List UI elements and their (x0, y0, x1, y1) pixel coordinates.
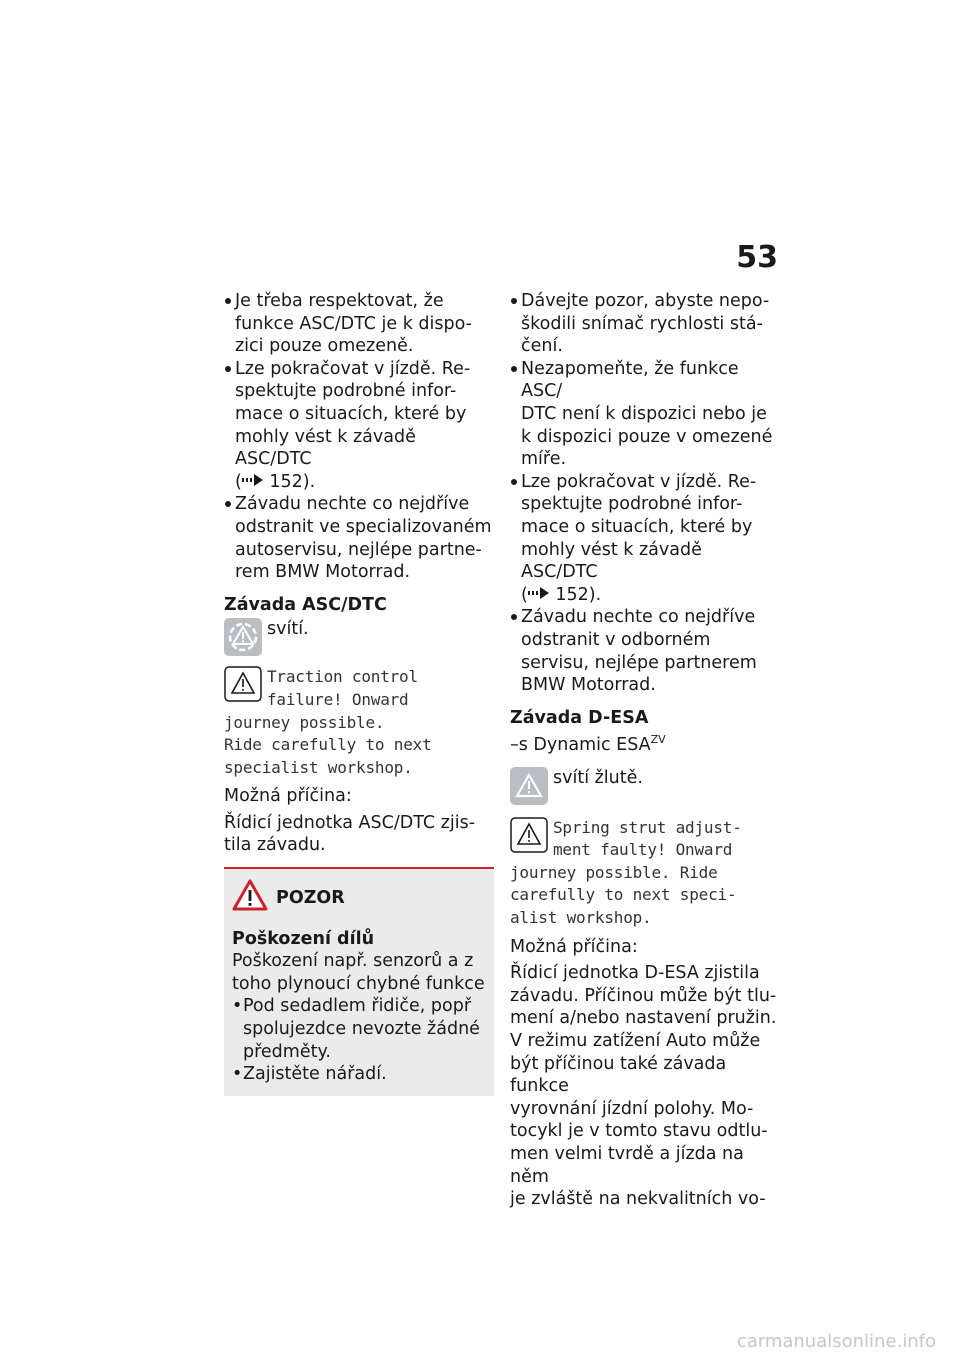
display-message: Spring strut adjust- ment faulty! Onward (510, 817, 780, 862)
warning-triangle-icon (224, 666, 262, 702)
caution-header (232, 879, 486, 918)
caution-subtitle: Poškození dílů (232, 928, 375, 949)
display-message: Traction control failure! Onward (224, 666, 494, 711)
section-heading: Závada D-ESA (510, 707, 649, 728)
list-item: Závadu nechte co nejdříve odstranit v odborném servisu, nejlépe partnerem BMW Motorrad. (510, 606, 780, 696)
list-item: Lze pokračovat v jízdě. Re- spektujte podrobné infor- mace o situacích, které by mohly vést k závadě ASC/DTC ( 152). (510, 471, 780, 607)
right-column: Dávejte pozor, abyste nepo- škodili snímač rychlosti stá- čení. Nezapomeňte, že funkce ASC/ DTC není k dispozici nebo je k dispozici pouze v omezené míře. Lze pokračovat v jízdě. Re- spektujte podrobné infor- mace o situacích, které by mohly vést k závadě ASC/DTC ( 152). Závadu nechte co nejdříve odstranit v odborném servisu, nejlépe partnerem BMW Motorrad. Závada D-ESA –s Dynamic $ESA^{ZV}$ svítí žlutě. Spring strut adjust- ment faulty! Onward journey possible. Ride carefully to next speci- alist workshop. Možná příčina: Řídicí jednotka D-ESA zjistila závadu. Příčinou může být tlu- mení a/nebo nastavení pružin. V režimu zatížení Auto může být příčinou také závada funkce vyrovnání jízdní polohy. Mo- tocykl je v tomto stavu odtlu- men velmi tvrdě a jízda na něm je zvláště na nekvalitních vo- (510, 290, 780, 1211)
suspension-warning-lamp-icon (510, 767, 548, 805)
lamp-indicator: svítí žlutě. (510, 767, 780, 805)
page-reference[interactable]: ( 152). (235, 471, 316, 492)
list-item: Nezapomeňte, že funkce ASC/ DTC není k dispozici nebo je k dispozici pouze v omezené míře. (510, 358, 780, 471)
left-column: Je třeba respektovat, že funkce ASC/DTC je k dispo- zici pouze omezeně. Lze pokračovat v jízdě. Re- spektujte podrobné infor- mace o situacích, které by mohly vést k závadě ASC/DTC ( 152). Závadu nechte co nejdříve odstranit ve specializovaném autoservisu, nejlépe partne- rem BMW Motorrad. Závada ASC/DTC svítí. Traction control failure! Onward journey possible. Ride carefully to next specialist workshop. Možná příčina: Řídicí jednotka ASC/DTC zjis- tila závadu. POZOR Poškození dílů Poškození např. senzorů a z toho plynoucí chybné funkce • Pod sedadlem řidiče, popř spolujezdce nevozte žádné předměty. • Zajistěte nářadí. (224, 290, 494, 1096)
list-item: Dávejte pozor, abyste nepo- škodili snímač rychlosti stá- čení. (510, 290, 780, 358)
caution-box: POZOR Poškození dílů Poškození např. senzorů a z toho plynoucí chybné funkce • Pod sedadlem řidiče, popř spolujezdce nevozte žádné předměty. • Zajistěte nářadí. (224, 867, 494, 1096)
section-subheading: –s Dynamic $ESA^{ZV}$ (510, 733, 666, 756)
page-reference[interactable]: ( 152). (521, 584, 602, 605)
warning-triangle-icon (510, 817, 548, 853)
traction-warning-lamp-icon (224, 618, 262, 656)
list-item: Závadu nechte co nejdříve odstranit ve specializovaném autoservisu, nejlépe partne- rem BMW Motorrad. (224, 493, 494, 583)
cause-text: Řídicí jednotka ASC/DTC zjis- tila závadu. (224, 812, 476, 856)
cause-label: Možná příčina: (510, 936, 638, 957)
cause-label: Možná příčina: (224, 786, 352, 807)
list-item: Lze pokračovat v jízdě. Re- spektujte podrobné infor- mace o situacích, které by mohly vést k závadě ASC/DTC ( 152). (224, 358, 494, 494)
lamp-indicator: svítí. (224, 618, 494, 656)
cause-text: Řídicí jednotka D-ESA zjistila závadu. Příčinou může být tlu- mení a/nebo nastavení pružin. V režimu zatížení Auto může být příčinou také závada funkce vyrovnání jízdní polohy. Mo- tocykl je v tomto stavu odtlu- men velmi tvrdě a jízda na něm je zvláště na nekvalitních vo- (510, 963, 777, 1210)
list-item: • Pod sedadlem řidiče, popř spolujezdce nevozte žádné předměty. (232, 995, 486, 1063)
list-item: Je třeba respektovat, že funkce ASC/DTC je k dispo- zici pouze omezeně. (224, 290, 494, 358)
caution-title: POZOR (276, 888, 345, 909)
section-heading: Závada ASC/DTC (224, 594, 387, 615)
page-number: 53 (736, 240, 778, 275)
warning-triangle-icon (232, 879, 268, 918)
watermark: carmanualsonline.info (736, 1331, 936, 1352)
list-item: • Zajistěte nářadí. (232, 1063, 486, 1086)
arrow-right-icon (528, 584, 550, 607)
arrow-right-icon (242, 471, 264, 494)
